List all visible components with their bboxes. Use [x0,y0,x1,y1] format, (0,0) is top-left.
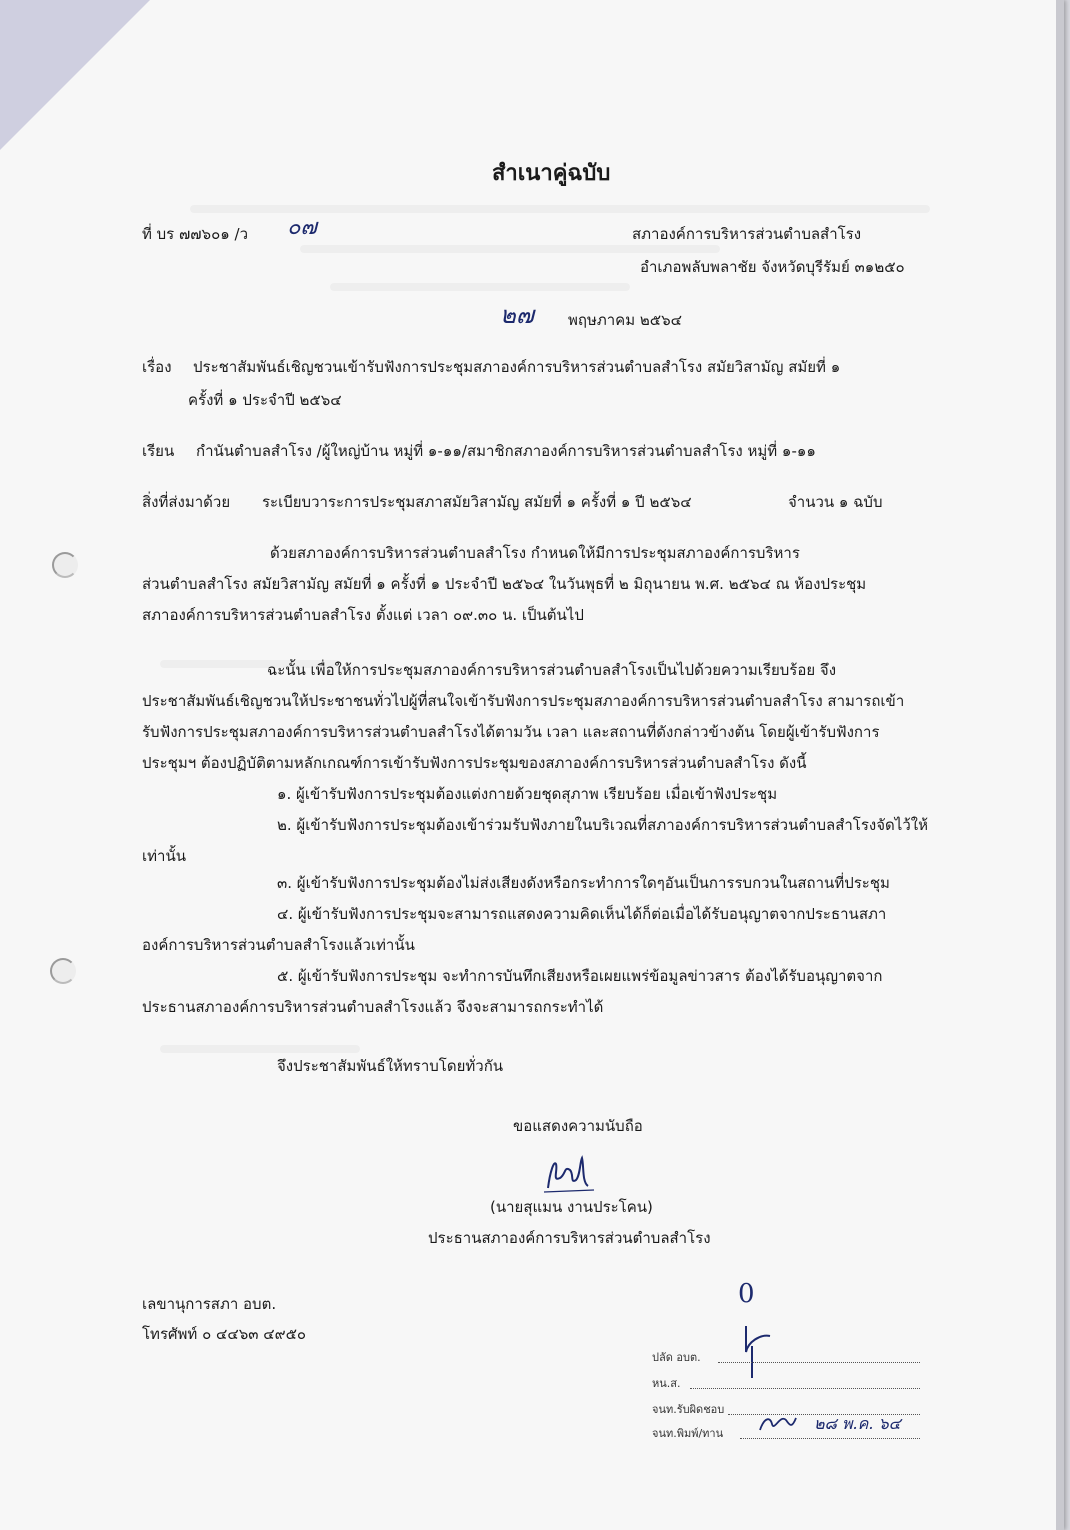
body-paragraph-line: รับฟังการประชุมสภาองค์การบริหารส่วนตำบลสำโรงได้ตามวัน เวลา และสถานที่ดังกล่าวข้างต้น โดยผู้เข้ารับฟังการ [142,723,880,741]
page-edge [1056,0,1064,1530]
date-day-handwritten: ๒๗ [500,301,534,329]
body-paragraph-line: ฉะนั้น เพื่อให้การประชุมสภาองค์การบริหารส่วนตำบลสำโรงเป็นไปด้วยความเรียบร้อย จึง [267,661,837,679]
footer-phone: โทรศัพท์ ๐ ๔๔๖๓ ๔๙๕๐ [142,1325,307,1343]
show-through [300,245,720,253]
recipient-label: เรียน [142,442,175,460]
handwritten-initial-icon [756,1410,800,1438]
body-paragraph-line: ด้วยสภาองค์การบริหารส่วนตำบลสำโรง กำหนดให้มีการประชุมสภาองค์การบริหาร [270,544,800,562]
closing-paragraph: จึงประชาสัมพันธ์ให้ทราบโดยทั่วกัน [277,1057,504,1075]
organization-name: สภาองค์การบริหารส่วนตำบลสำโรง [632,225,862,243]
organization-address: อำเภอพลับพลาชัย จังหวัดบุรีรัมย์ ๓๑๒๕๐ [640,258,905,276]
show-through [330,283,630,291]
rule-item-continuation: องค์การบริหารส่วนตำบลสำโรงแล้วเท่านั้น [142,936,415,954]
routing-line [718,1362,920,1363]
routing-label: หน.ส. [652,1377,681,1390]
folded-corner [0,0,150,150]
routing-handwritten-date: ๒๘ พ.ค. ๖๔ [814,1414,901,1433]
routing-line [690,1388,920,1389]
rule-item: ๒. ผู้เข้ารับฟังการประชุมต้องเข้าร่วมรับฟังภายในบริเวณที่สภาองค์การบริหารส่วนตำบลสำโรงจัดไว้ให้ [277,816,928,834]
enclosure-text: ระเบียบวาระการประชุมสภาสมัยวิสามัญ สมัยที่ ๑ ครั้งที่ ๑ ปี ๒๕๖๔ [262,493,692,511]
body-paragraph-line: สภาองค์การบริหารส่วนตำบลสำโรง ตั้งแต่ เวลา ๐๙.๓๐ น. เป็นต้นไป [142,606,584,624]
handwritten-initial-icon [740,1322,780,1382]
reference-number-handwritten: ๐๗ [287,215,317,240]
recipient-text: กำนันตำบลสำโรง /ผู้ใหญ่บ้าน หมู่ที่ ๑-๑๑/สมาชิกสภาองค์การบริหารส่วนตำบลสำโรง หมู่ที่ ๑-๑๑ [196,442,816,460]
routing-label: จนท.รับผิดชอบ [652,1403,725,1416]
rule-item: ๑. ผู้เข้ารับฟังการประชุมต้องแต่งกายด้วยชุดสุภาพ เรียบร้อย เมื่อเข้าฟังประชุม [277,785,778,803]
handwritten-mark: 0 [738,1279,755,1309]
show-through [160,1045,360,1053]
rule-item-continuation: เท่านั้น [142,847,186,865]
document-title: สำเนาคู่ฉบับ [492,161,611,186]
signature-icon [540,1152,600,1197]
punch-hole-icon [52,552,78,578]
signer-name: (นายสุแมน งานประโคน) [490,1198,653,1216]
body-paragraph-line: ประชาสัมพันธ์เชิญชวนให้ประชาชนทั่วไปผู้ที่สนใจเข้ารับฟังการประชุมสภาองค์การบริหารส่วนตำบลสำโรง สามารถเข้า [142,692,905,710]
routing-label: ปลัด อบต. [652,1351,701,1364]
show-through [190,205,930,213]
subject-line: ครั้งที่ ๑ ประจำปี ๒๕๖๔ [188,391,342,409]
subject-label: เรื่อง [142,358,172,376]
rule-item: ๓. ผู้เข้ารับฟังการประชุมต้องไม่ส่งเสียงดังหรือกระทำการใดๆอันเป็นการรบกวนในสถานที่ประชุม [277,874,890,892]
date-month-year: พฤษภาคม ๒๕๖๔ [568,311,682,329]
enclosure-label: สิ่งที่ส่งมาด้วย [142,493,231,511]
regards: ขอแสดงความนับถือ [513,1117,643,1135]
rule-item-continuation: ประธานสภาองค์การบริหารส่วนตำบลสำโรงแล้ว จึงจะสามารถกระทำได้ [142,998,604,1016]
signer-title: ประธานสภาองค์การบริหารส่วนตำบลสำโรง [428,1229,711,1247]
rule-item: ๕. ผู้เข้ารับฟังการประชุม จะทำการบันทึกเสียงหรือเผยแพร่ข้อมูลข่าวสาร ต้องได้รับอนุญาตจาก [277,967,883,985]
punch-hole-icon [50,958,76,984]
rule-item: ๔. ผู้เข้ารับฟังการประชุมจะสามารถแสดงความคิดเห็นได้ก็ต่อเมื่อได้รับอนุญาตจากประธานสภา [277,905,887,923]
routing-label: จนท.พิมพ์/ทาน [652,1427,724,1440]
routing-line [740,1438,920,1439]
enclosure-count: จำนวน ๑ ฉบับ [788,493,883,511]
reference-number: ที่ บร ๗๗๖๐๑ /ว [142,225,249,243]
body-paragraph-line: ประชุมฯ ต้องปฏิบัติตามหลักเกณฑ์การเข้ารับฟังการประชุมของสภาองค์การบริหารส่วนตำบลสำโรง ดังนี้ [142,754,807,772]
body-paragraph-line: ส่วนตำบลสำโรง สมัยวิสามัญ สมัยที่ ๑ ครั้งที่ ๑ ประจำปี ๒๕๖๔ ในวันพุธที่ ๒ มิถุนายน พ.ศ. ๒๕๖๔ ณ ห้องประชุม [142,575,867,593]
subject-line: ประชาสัมพันธ์เชิญชวนเข้ารับฟังการประชุมสภาองค์การบริหารส่วนตำบลสำโรง สมัยวิสามัญ สมัยที่ ๑ [193,358,841,376]
footer-department: เลขานุการสภา อบต. [142,1295,277,1313]
